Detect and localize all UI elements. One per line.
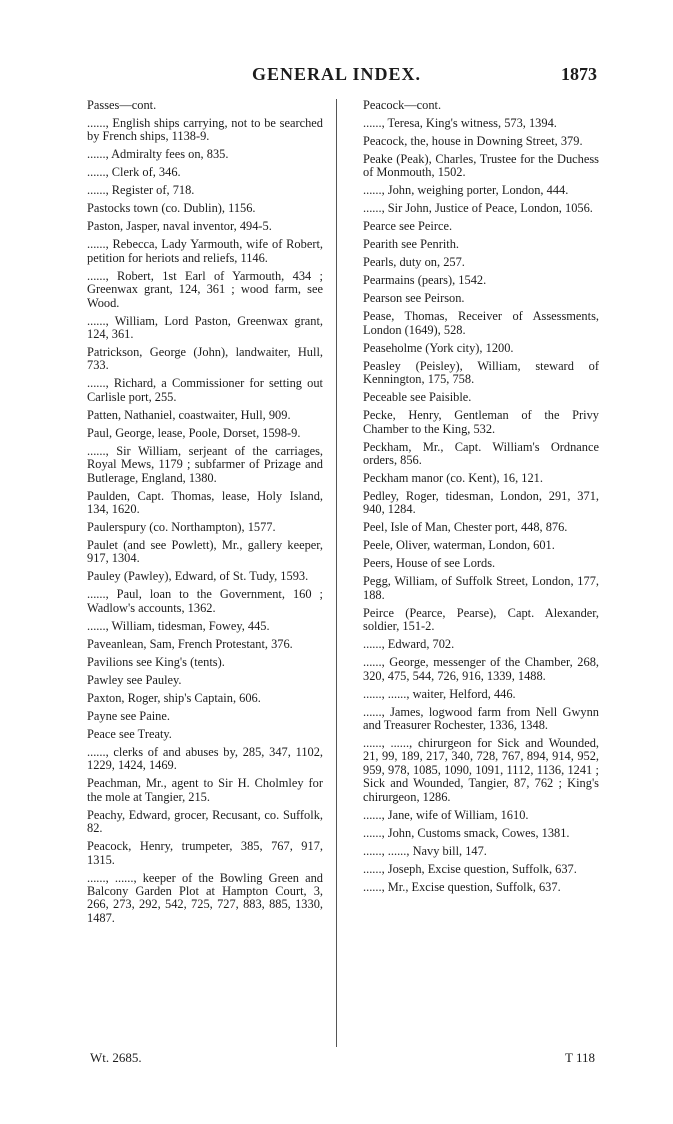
column-divider	[336, 99, 337, 1047]
index-entry: Pastocks town (co. Dublin), 1156.	[87, 201, 256, 216]
index-entry: ......, clerks of and abuses by, 285, 347, 1102, 1229, 1424, 1469.	[87, 744, 323, 773]
index-entry: Peckham manor (co. Kent), 16, 121.	[363, 471, 543, 486]
index-entry: Peace see Treaty.	[87, 726, 172, 741]
index-entry: ......, Edward, 702.	[363, 637, 455, 652]
index-entry: ......, Richard, a Commissioner for setting out Carlisle port, 255.	[87, 376, 323, 404]
running-head-title: GENERAL INDEX.	[251, 64, 422, 84]
index-entry: ......, John, Customs smack, Cowes, 1381.	[363, 825, 570, 840]
index-entry: Peckham, Mr., Capt. William's Ordnance orders, 856.	[363, 439, 599, 468]
index-entry: ......, ......, Navy bill, 147.	[363, 843, 487, 858]
index-entry: Pearmains (pears), 1542.	[363, 273, 487, 288]
index-entry: Pearith see Penrith.	[363, 237, 460, 252]
page-number: 1873	[561, 64, 597, 84]
index-entry: Patten, Nathaniel, coastwaiter, Hull, 909.	[87, 407, 291, 422]
right-index-column	[352, 99, 599, 899]
index-entry: Paxton, Roger, ship's Captain, 606.	[87, 690, 261, 705]
index-entry: Paul, George, lease, Poole, Dorset, 1598-9.	[87, 425, 301, 440]
index-entry: ......, Sir John, Justice of Peace, London, 1056.	[363, 201, 593, 216]
index-entry: Paulden, Capt. Thomas, lease, Holy Island, 134, 1620.	[87, 488, 323, 517]
index-entry: ......, Sir William, serjeant of the carriages, Royal Mews, 1179 ; subfarmer of Prizage and Butlerage, England, 1380.	[87, 443, 323, 485]
index-entry: Paveanlean, Sam, French Protestant, 376.	[87, 636, 293, 651]
index-entry: ......, Clerk of, 346.	[87, 165, 181, 180]
index-entry: Peel, Isle of Man, Chester port, 448, 876.	[363, 520, 568, 535]
index-entry: ......, Rebecca, Lady Yarmouth, wife of Robert, petition for heriots and reliefs, 1146.	[87, 237, 323, 265]
index-entry: Peacock—cont.	[363, 98, 442, 112]
index-entry: Pease, Thomas, Receiver of Assessments, London (1649), 528.	[363, 309, 599, 337]
index-entry: Paston, Jasper, naval inventor, 494-5.	[87, 219, 272, 234]
index-entry: ......, Register of, 718.	[87, 183, 195, 198]
index-entry: Pearls, duty on, 257.	[363, 255, 465, 270]
index-entry: Pauley (Pawley), Edward, of St. Tudy, 1593.	[87, 569, 309, 584]
index-entry: Pegg, William, of Suffolk Street, London, 177, 188.	[363, 574, 599, 602]
index-entry: Pawley see Pauley.	[87, 672, 182, 687]
index-entry: Pecke, Henry, Gentleman of the Privy Chamber to the King, 532.	[363, 408, 599, 436]
index-entry: ......, Mr., Excise question, Suffolk, 637.	[363, 879, 561, 894]
index-entry: ......, John, weighing porter, London, 444.	[363, 183, 569, 198]
index-entry: ......, ......, keeper of the Bowling Green and Balcony Garden Plot at Hampton Court, 3, 266, 273, 292, 542, 725, 727, 883, 885, 1330, 1487.	[87, 870, 323, 925]
index-entry: ......, Teresa, King's witness, 573, 1394.	[363, 116, 557, 130]
index-entry: ......, Joseph, Excise question, Suffolk, 637.	[363, 861, 577, 876]
index-entry: ......, ......, chirurgeon for Sick and Wounded, 21, 99, 189, 217, 340, 728, 767, 894, 914, 952, 959, 978, 1085, 1090, 1091, 1112, 1136, 1241 ; Sick and Wounded, Tangier, 87, 762 ; King's chirurgeon, 1286.	[363, 736, 599, 804]
left-index-column	[76, 99, 323, 930]
index-entry: Pavilions see King's (tents).	[87, 654, 225, 669]
index-entry: Peachman, Mr., agent to Sir H. Cholmley for the mole at Tangier, 215.	[87, 776, 323, 804]
index-entry: Peacock, the, house in Downing Street, 379.	[363, 134, 583, 148]
index-entry: ......, William, Lord Paston, Greenwax grant, 124, 361.	[87, 313, 323, 342]
index-entry: ......, ......, waiter, Helford, 446.	[363, 686, 516, 701]
index-entry: ......, William, tidesman, Fowey, 445.	[87, 618, 270, 633]
index-entry: Patrickson, George (John), landwaiter, Hull, 733.	[87, 345, 323, 373]
index-entry: Peceable see Paisible.	[363, 390, 472, 405]
index-entry: Paulet (and see Powlett), Mr., gallery keeper, 917, 1304.	[87, 538, 323, 566]
index-entry: Peasley (Peisley), William, steward of Kennington, 175, 758.	[363, 358, 599, 387]
index-entry: Peacock, Henry, trumpeter, 385, 767, 917, 1315.	[87, 839, 323, 867]
index-entry: Peaseholme (York city), 1200.	[363, 340, 514, 355]
footer-print-mark: Wt. 2685.	[90, 1050, 142, 1065]
index-entry: Pearce see Peirce.	[363, 219, 453, 234]
index-entry: ......, Admiralty fees on, 835.	[87, 147, 229, 162]
index-entry: Payne see Paine.	[87, 708, 170, 723]
index-entry: Pedley, Roger, tidesman, London, 291, 371, 940, 1284.	[363, 489, 599, 517]
index-entry: Passes—cont.	[87, 98, 157, 112]
index-entry: Peele, Oliver, waterman, London, 601.	[363, 538, 555, 553]
index-entry: Peirce (Pearce, Pearse), Capt. Alexander, soldier, 151-2.	[363, 605, 599, 634]
index-entry: ......, James, logwood farm from Nell Gwynn and Treasurer Rochester, 1336, 1348.	[363, 704, 599, 733]
index-entry: Peers, House of see Lords.	[363, 556, 496, 571]
index-entry: ......, George, messenger of the Chamber, 268, 320, 475, 544, 726, 916, 1339, 1488.	[363, 655, 599, 683]
index-entry: ......, Robert, 1st Earl of Yarmouth, 434 ; Greenwax grant, 124, 361 ; wood farm, see Wood.	[87, 268, 323, 310]
index-entry: Peake (Peak), Charles, Trustee for the Duchess of Monmouth, 1502.	[363, 152, 599, 180]
index-entry: ......, Paul, loan to the Government, 160 ; Wadlow's accounts, 1362.	[87, 587, 323, 615]
index-entry: Peachy, Edward, grocer, Recusant, co. Suffolk, 82.	[87, 807, 323, 836]
index-entry: Paulerspury (co. Northampton), 1577.	[87, 520, 276, 535]
index-entry: Pearson see Peirson.	[363, 291, 465, 306]
index-entry: ......, Jane, wife of William, 1610.	[363, 807, 529, 822]
footer-signature-mark: T 118	[565, 1050, 595, 1065]
index-entry: ......, English ships carrying, not to be searched by French ships, 1138-9.	[87, 116, 323, 144]
